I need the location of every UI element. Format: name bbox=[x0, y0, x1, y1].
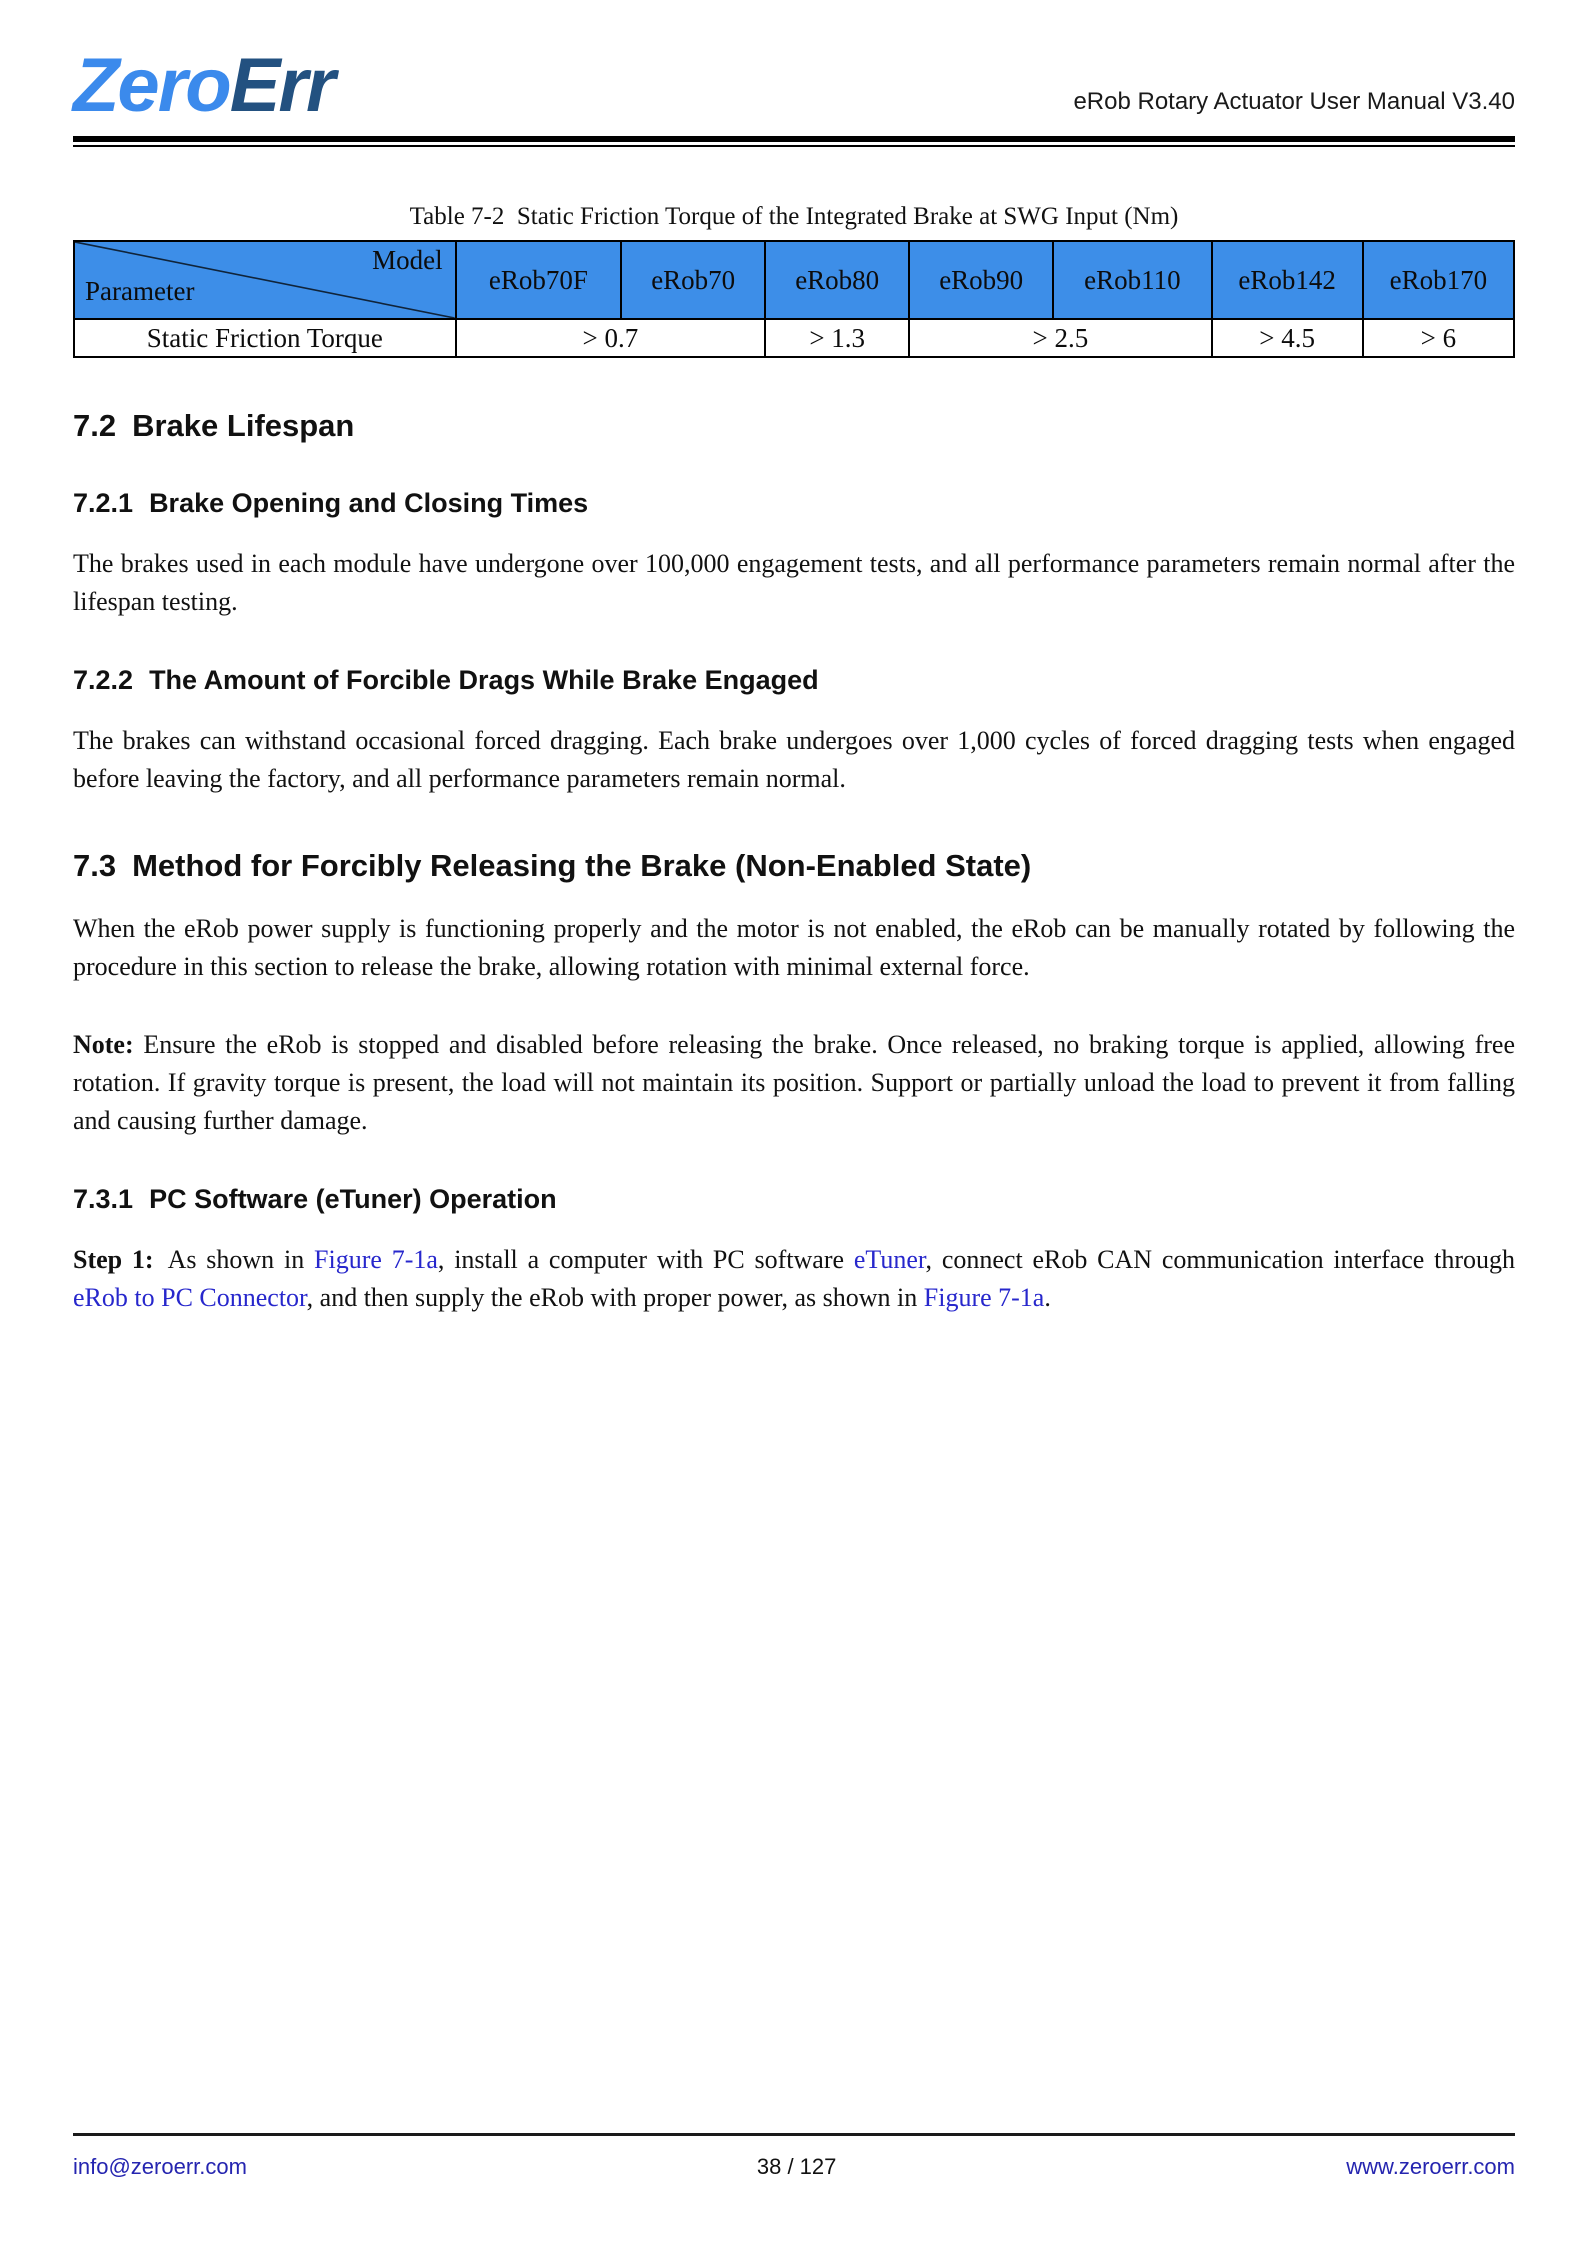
erob-to-pc-connector-link[interactable]: eRob to PC Connector bbox=[73, 1282, 307, 1312]
table-row bbox=[74, 319, 1514, 357]
table-caption: Table 7-2 Static Friction Torque of the Integrated Brake at SWG Input (Nm) bbox=[409, 203, 1179, 231]
footer-rule bbox=[73, 2133, 1515, 2136]
heading-text: Brake Lifespan bbox=[132, 408, 355, 444]
logo-err-text: Err bbox=[229, 43, 334, 128]
footer-website-link[interactable]: www.zeroerr.com bbox=[1346, 2154, 1515, 2179]
text-segment: . bbox=[1044, 1282, 1051, 1312]
text-segment: Ensure the eRob is stopped and disabled before releasing the brake. Once released, no braking torque is applied, allowing free rotation. If gravity torque is present, the load will not maintain its position. Support or partially unload the load to prevent it from falling and causing further damage. bbox=[73, 1029, 1515, 1135]
corner-label-parameter: Parameter bbox=[85, 276, 195, 307]
column-header-erob142: eRob142 bbox=[1212, 241, 1363, 319]
value-cell: > 0.7 bbox=[456, 319, 766, 357]
page-footer bbox=[73, 2133, 1515, 2180]
column-header-erob110: eRob110 bbox=[1053, 241, 1211, 319]
text-segment: Note: bbox=[73, 1029, 134, 1059]
value-cell: > 2.5 bbox=[909, 319, 1211, 357]
etuner-link[interactable]: eTuner bbox=[853, 1244, 926, 1274]
zeroerr-logo bbox=[73, 43, 334, 128]
section-heading-7-3-1 bbox=[73, 1184, 1515, 1215]
text-segment: , and then supply the eRob with proper power, as shown in bbox=[306, 1282, 924, 1312]
table-corner-cell bbox=[74, 241, 456, 319]
section-heading-7-2 bbox=[73, 408, 1515, 444]
value-cell: > 1.3 bbox=[765, 319, 909, 357]
heading-number: 7.3.1 bbox=[73, 1183, 134, 1214]
paragraph-7-2-1: The brakes used in each module have undergone over 100,000 engagement tests, and all performance parameters remain normal after the lifespan testing. bbox=[73, 549, 1515, 617]
text-segment: , install a computer with PC software bbox=[437, 1244, 854, 1274]
step-1-paragraph bbox=[73, 1241, 1515, 1317]
column-header-erob70: eRob70 bbox=[621, 241, 765, 319]
footer-email-link[interactable]: info@zeroerr.com bbox=[73, 2154, 247, 2179]
paragraph-7-3: When the eRob power supply is functioning properly and the motor is not enabled, the eRob can be manually rotated by following the procedure in this section to release the brake, allowing rotation with minimal external force. bbox=[73, 914, 1515, 981]
heading-text: Brake Opening and Closing Times bbox=[149, 488, 589, 519]
heading-text: The Amount of Forcible Drags While Brake Engaged bbox=[149, 665, 819, 696]
value-cell: > 6 bbox=[1363, 319, 1514, 357]
heading-text: Method for Forcibly Releasing the Brake (Non-Enabled State) bbox=[132, 848, 1032, 883]
row-label: Static Friction Torque bbox=[74, 319, 456, 357]
text-segment: Step 1: bbox=[73, 1244, 154, 1274]
value-cell: > 4.5 bbox=[1212, 319, 1363, 357]
page-number: 38 / 127 bbox=[756, 2154, 837, 2179]
heading-number: 7.3 bbox=[73, 848, 117, 883]
section-heading-7-2-2 bbox=[73, 665, 1515, 696]
heading-number: 7.2 bbox=[73, 408, 117, 444]
corner-label-model: Model bbox=[372, 245, 443, 276]
figure-7-1a-link-2[interactable]: Figure 7-1a bbox=[923, 1282, 1045, 1312]
logo-zero-text: Zero bbox=[73, 43, 230, 128]
paragraph-7-2-2: The brakes can withstand occasional forced dragging. Each brake undergoes over 1,000 cycles of forced dragging tests when engaged before leaving the factory, and all performance parameters remain normal. bbox=[73, 726, 1515, 794]
figure-7-1a-link[interactable]: Figure 7-1a bbox=[314, 1244, 438, 1274]
column-header-erob170: eRob170 bbox=[1363, 241, 1514, 319]
friction-torque-table bbox=[73, 240, 1515, 358]
column-header-erob90: eRob90 bbox=[909, 241, 1053, 319]
text-segment: As shown in bbox=[167, 1244, 315, 1274]
page-header bbox=[73, 0, 1515, 128]
column-header-erob80: eRob80 bbox=[765, 241, 909, 319]
table-header-row bbox=[74, 241, 1514, 319]
column-header-erob70f: eRob70F bbox=[456, 241, 622, 319]
note-paragraph bbox=[73, 1026, 1515, 1140]
manual-title: eRob Rotary Actuator User Manual V3.40 bbox=[1073, 88, 1515, 116]
heading-number: 7.2.1 bbox=[73, 488, 134, 519]
text-segment: , connect eRob CAN communication interface through bbox=[925, 1244, 1515, 1274]
section-heading-7-2-1 bbox=[73, 488, 1515, 519]
heading-number: 7.2.2 bbox=[73, 665, 134, 696]
header-rule bbox=[73, 136, 1515, 147]
section-heading-7-3 bbox=[73, 848, 1515, 884]
heading-text: PC Software (eTuner) Operation bbox=[149, 1183, 557, 1214]
